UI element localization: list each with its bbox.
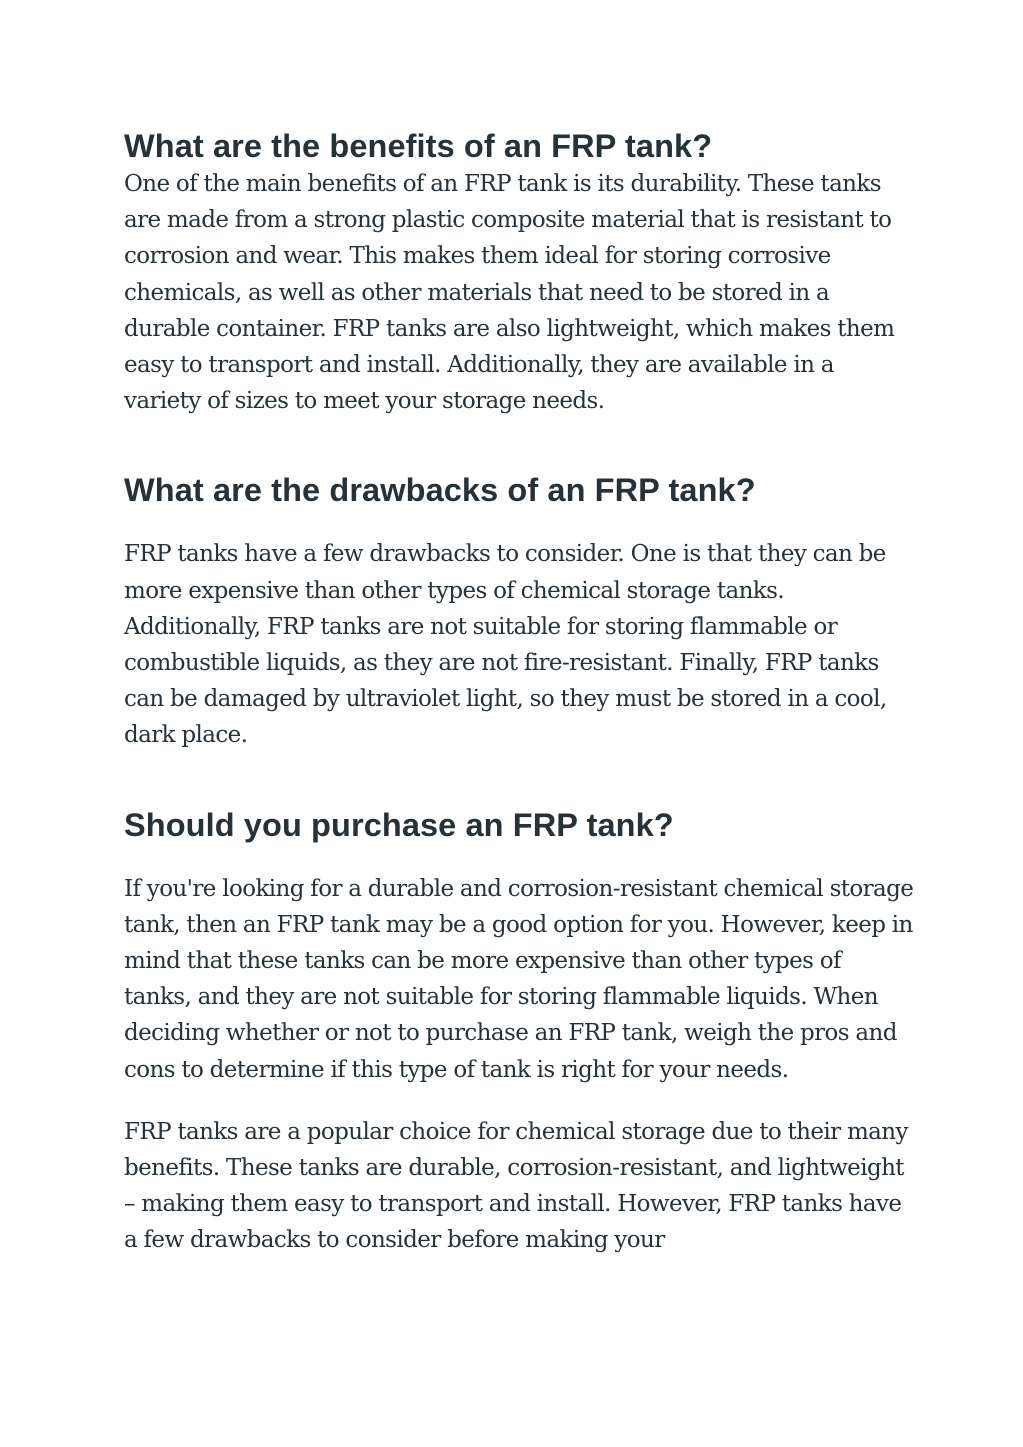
paragraph: If you're looking for a durable and corrosion-resistant chemical storage tank, then an FRP tank may be a good option for you. However, keep in mind that these tanks can be more expensive than other types of tanks, and they are not suitable for storing flammable liquids. When deciding whether or not to purchase an FRP tank, weigh the pros and cons to determine if this type of tank is right for your needs. xyxy=(124,875,914,1083)
paragraph: FRP tanks are a popular choice for chemical storage due to their many benefits. These tanks are durable, corrosion-resistant, and lightweight – making them easy to transport and install. However, FRP tanks have a few drawbacks to consider before making your xyxy=(124,1118,908,1254)
section-drawbacks xyxy=(124,470,914,753)
paragraph: FRP tanks have a few drawbacks to consider. One is that they can be more expensive than other types of chemical storage tanks. Additionally, FRP tanks are not suitable for storing flammable or combustible liquids, as they are not fire-resistant. Finally, FRP tanks can be damaged by ultraviolet light, so they must be stored in a cool, dark place. xyxy=(124,541,887,749)
section-purchase xyxy=(124,805,914,1259)
document-page xyxy=(124,118,914,1259)
paragraph: One of the main benefits of an FRP tank is its durability. These tanks are made from a strong plastic composite material that is resistant to corrosion and wear. This makes them ideal for storing corrosive chemicals, as well as other materials that need to be stored in a durable container. FRP tanks are also lightweight, which makes them easy to transport and install. Additionally, they are available in a variety of sizes to meet your storage needs. xyxy=(124,171,895,415)
section-heading: Should you purchase an FRP tank? xyxy=(124,806,674,843)
section-heading: What are the benefits of an FRP tank? xyxy=(124,128,713,164)
section-heading: What are the drawbacks of an FRP tank? xyxy=(124,472,756,509)
section-benefits xyxy=(124,126,914,419)
